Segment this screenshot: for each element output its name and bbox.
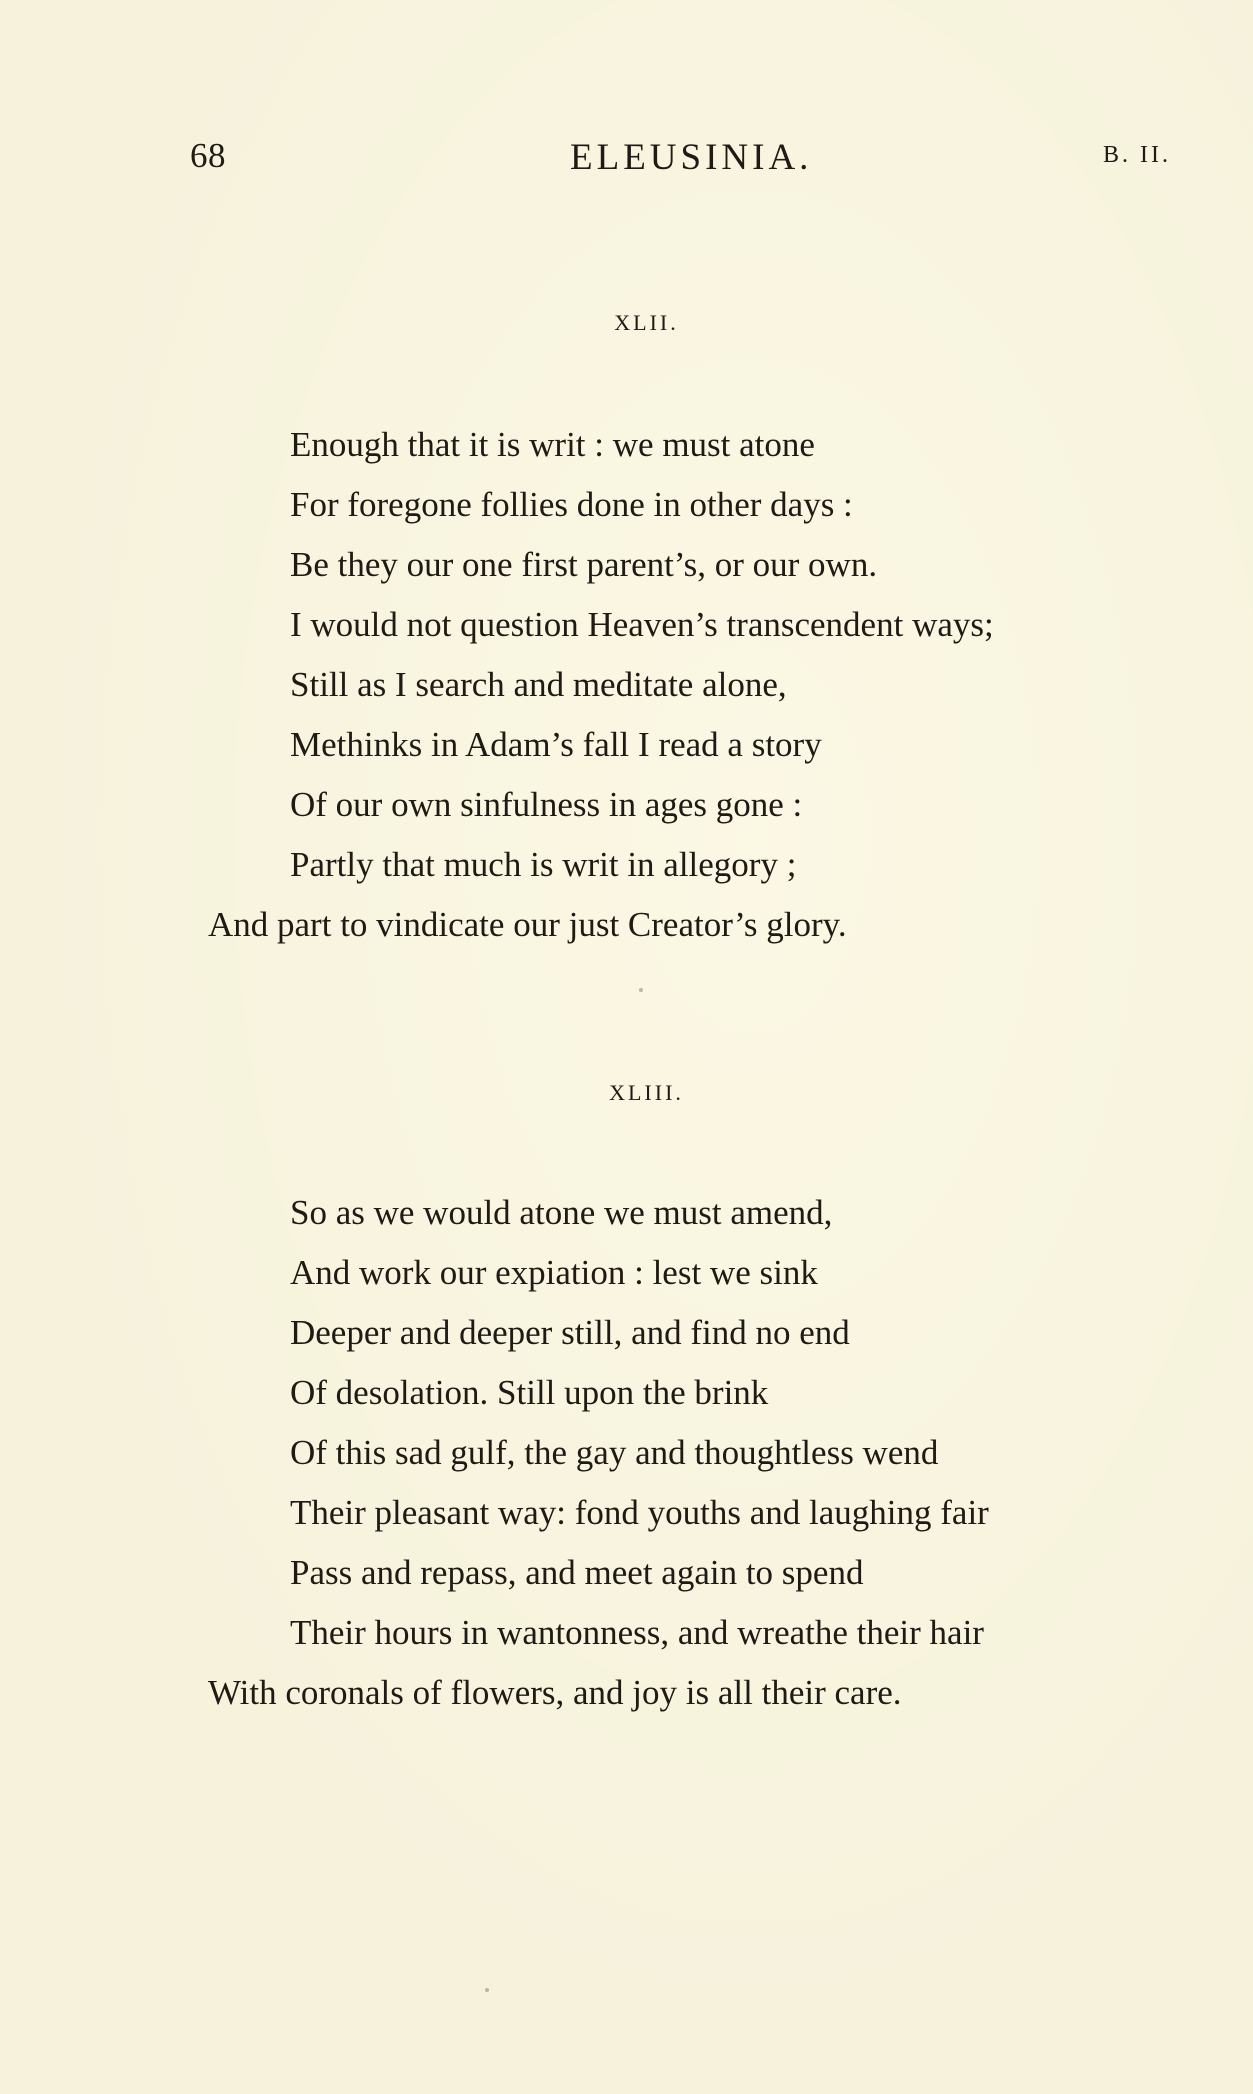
verse-line: Still as I search and meditate alone, — [290, 665, 787, 704]
verse-line: Of our own sinfulness in ages gone : — [290, 785, 803, 824]
stanza-number: XLII. — [614, 310, 679, 335]
page-header — [0, 136, 1253, 184]
verse-line: And work our expiation : lest we sink — [290, 1253, 818, 1292]
verse-line: For foregone follies done in other days : — [290, 485, 853, 524]
paper-speck — [485, 1988, 489, 1992]
verse-line: Partly that much is writ in allegory ; — [290, 845, 797, 884]
verse-line: Enough that it is writ : we must atone — [290, 425, 815, 464]
verse-line: Of desolation. Still upon the brink — [290, 1373, 769, 1412]
verse-line: Their pleasant way: fond youths and laughing fair — [290, 1493, 989, 1532]
verse-line: I would not question Heaven’s transcendent ways; — [290, 605, 994, 644]
verse-line: So as we would atone we must amend, — [290, 1193, 833, 1232]
paper-speck — [639, 988, 643, 992]
book-reference: B. II. — [1103, 142, 1171, 168]
stanza-number: XLIII. — [609, 1080, 684, 1105]
verse-line: Deeper and deeper still, and find no end — [290, 1313, 850, 1352]
verse-line: Pass and repass, and meet again to spend — [290, 1553, 864, 1592]
running-title: ELEUSINIA. — [570, 137, 813, 178]
stanza — [208, 1183, 1250, 1723]
alexandrine-line: And part to vindicate our just Creator’s glory. — [208, 905, 847, 944]
verse-line: Their hours in wantonness, and wreathe their hair — [290, 1613, 984, 1652]
verse-line: Methinks in Adam’s fall I read a story — [290, 725, 822, 764]
page-number: 68 — [190, 136, 226, 175]
verse-line: Be they our one first parent’s, or our own. — [290, 545, 878, 584]
stanza — [208, 415, 1250, 955]
verse-line: Of this sad gulf, the gay and thoughtless wend — [290, 1433, 939, 1472]
alexandrine-line: With coronals of flowers, and joy is all their care. — [208, 1673, 902, 1712]
